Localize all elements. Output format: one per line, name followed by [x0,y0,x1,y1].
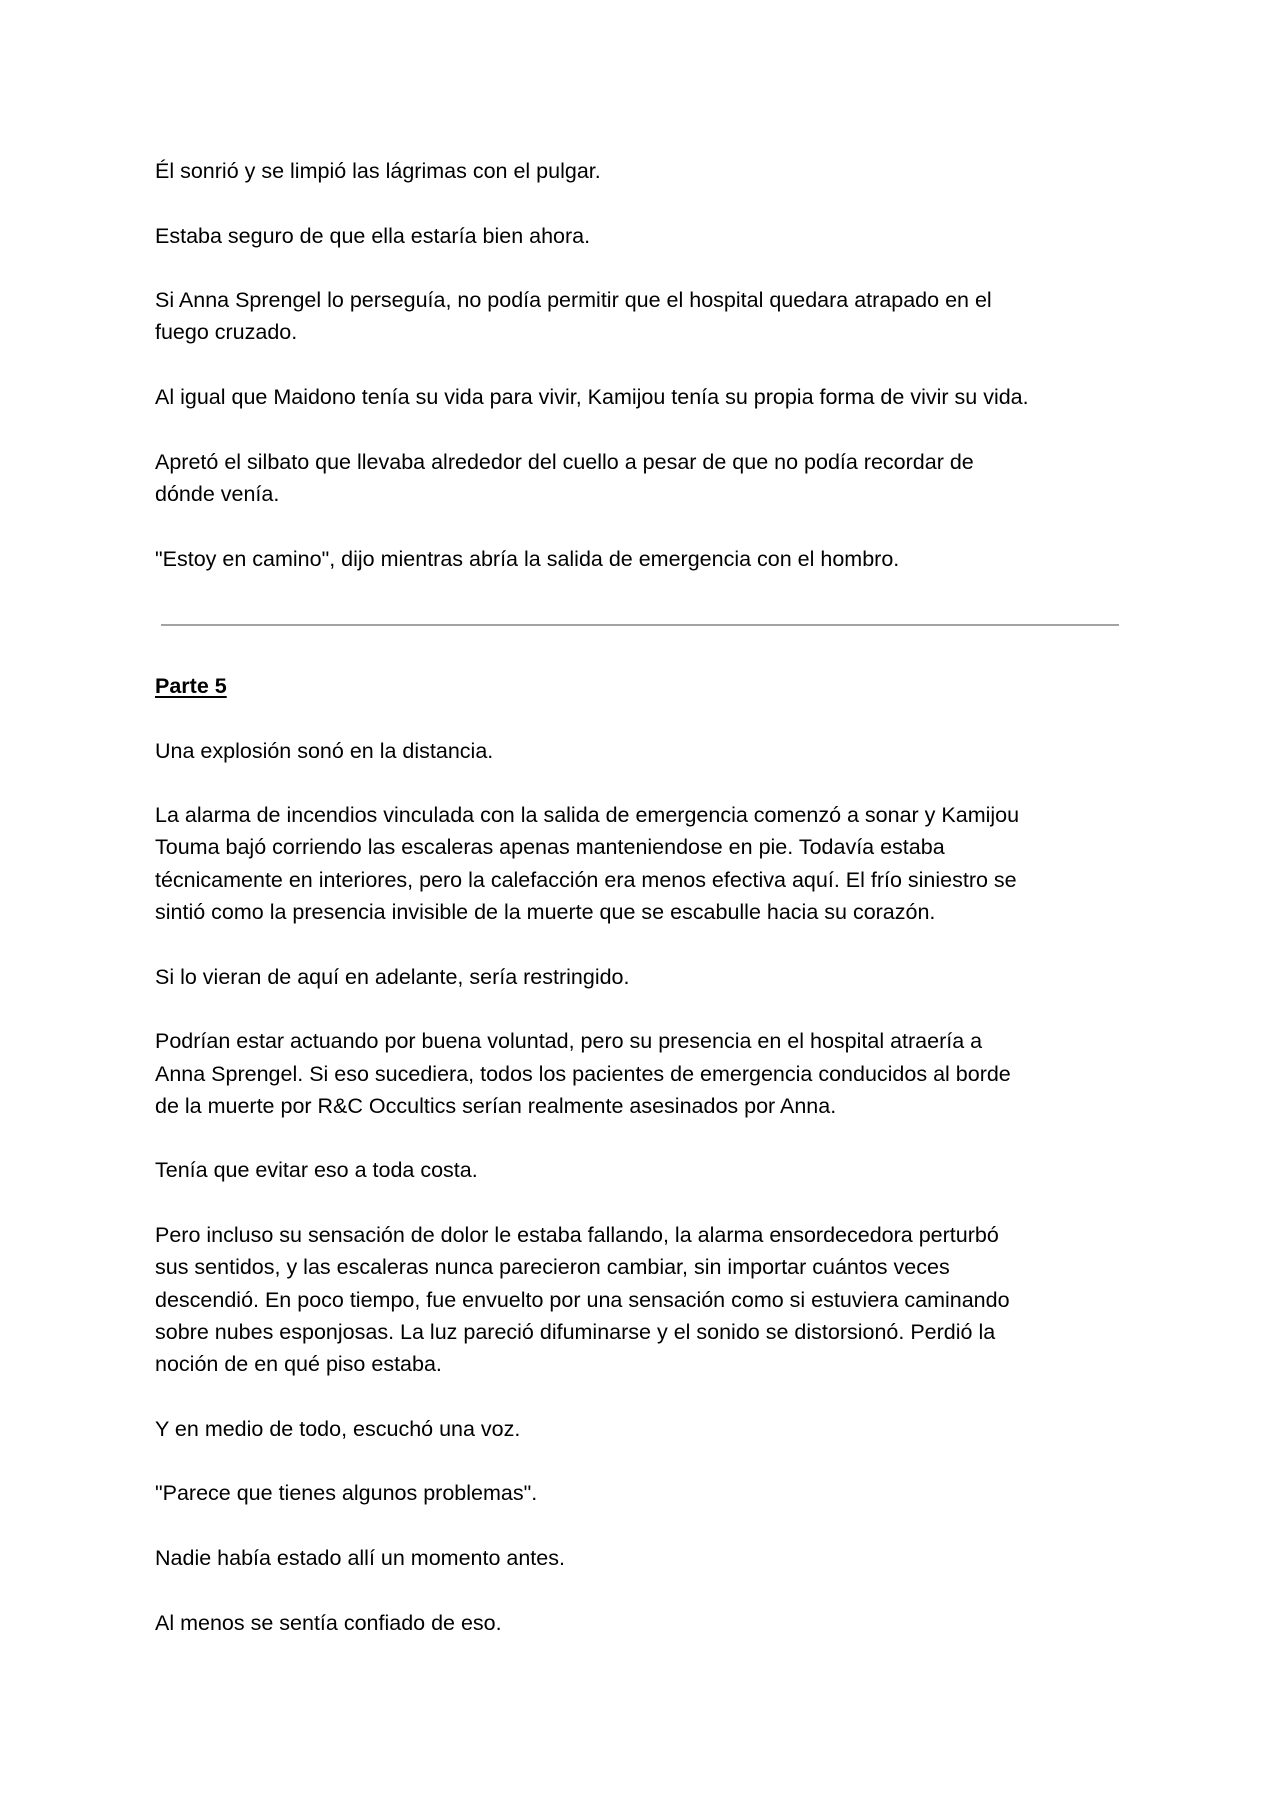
text-line: Una explosión sonó en la distancia. [155,738,494,763]
section-before-rule [155,155,1135,607]
text-line: Al igual que Maidono tenía su vida para vivir, Kamijou tenía su propia forma de vivir su vida. [155,385,1029,410]
paragraph [155,1542,1135,1574]
text-line: técnicamente en interiores, pero la calefacción era menos efectiva aquí. El frío siniestro se [155,867,1017,892]
paragraph [155,1219,1135,1380]
text-line: Si lo vieran de aquí en adelante, sería restringido. [155,964,630,989]
text-line: Tenía que evitar eso a toda costa. [155,1158,478,1183]
paragraph [155,961,1135,993]
text-line: "Estoy en camino", dijo mientras abría la salida de emergencia con el hombro. [155,546,900,571]
text-line: "Parece que tienes algunos problemas". [155,1481,538,1506]
text-line: de la muerte por R&C Occultics serían realmente asesinados por Anna. [155,1093,837,1118]
paragraph [155,1413,1135,1445]
text-line: Pero incluso su sensación de dolor le estaba fallando, la alarma ensordecedora perturbó [155,1223,999,1248]
paragraph [155,1025,1135,1122]
section-heading: Parte 5 [155,674,227,698]
text-line: Nadie había estado allí un momento antes. [155,1546,565,1571]
text-line: Él sonrió y se limpió las lágrimas con el pulgar. [155,159,601,183]
text-line: Si Anna Sprengel lo perseguía, no podía permitir que el hospital quedara atrapado en el [155,288,992,313]
text-line: Y en medio de todo, escuchó una voz. [155,1416,521,1441]
paragraph [155,284,1135,349]
paragraph [155,543,1135,575]
text-line: Podrían estar actuando por buena voluntad, pero su presencia en el hospital atraería a [155,1029,983,1054]
text-line: sintió como la presencia invisible de la muerte que se escabulle hacia su corazón. [155,900,936,925]
section-part-5 [155,670,1135,1671]
text-line: sus sentidos, y las escaleras nunca parecieron cambiar, sin importar cuántos veces [155,1255,950,1280]
paragraph [155,1154,1135,1186]
text-line: Al menos se sentía confiado de eso. [155,1610,502,1635]
paragraph [155,446,1135,511]
paragraph [155,220,1135,252]
paragraph [155,1607,1135,1639]
text-line: Apretó el silbato que llevaba alrededor del cuello a pesar de que no podía recordar de [155,449,974,474]
text-line: La alarma de incendios vinculada con la salida de emergencia comenzó a sonar y Kamijou [155,803,1020,828]
text-line: dónde venía. [155,481,280,506]
paragraph [155,381,1135,413]
horizontal-rule-divider [161,624,1119,626]
text-line: noción de en qué piso estaba. [155,1352,442,1377]
text-line: sobre nubes esponjosas. La luz pareció difuminarse y el sonido se distorsionó. Perdió la [155,1319,996,1344]
paragraph [155,735,1135,767]
paragraph [155,1477,1135,1509]
text-line: Anna Sprengel. Si eso sucediera, todos los pacientes de emergencia conducidos al borde [155,1061,1011,1086]
text-line: Touma bajó corriendo las escaleras apenas manteniendose en pie. Todavía estaba [155,835,945,860]
text-line: Estaba seguro de que ella estaría bien ahora. [155,223,591,248]
paragraph [155,799,1135,928]
text-line: descendió. En poco tiempo, fue envuelto por una sensación como si estuviera caminando [155,1287,1010,1312]
paragraph [155,155,1135,187]
text-line: fuego cruzado. [155,320,298,345]
